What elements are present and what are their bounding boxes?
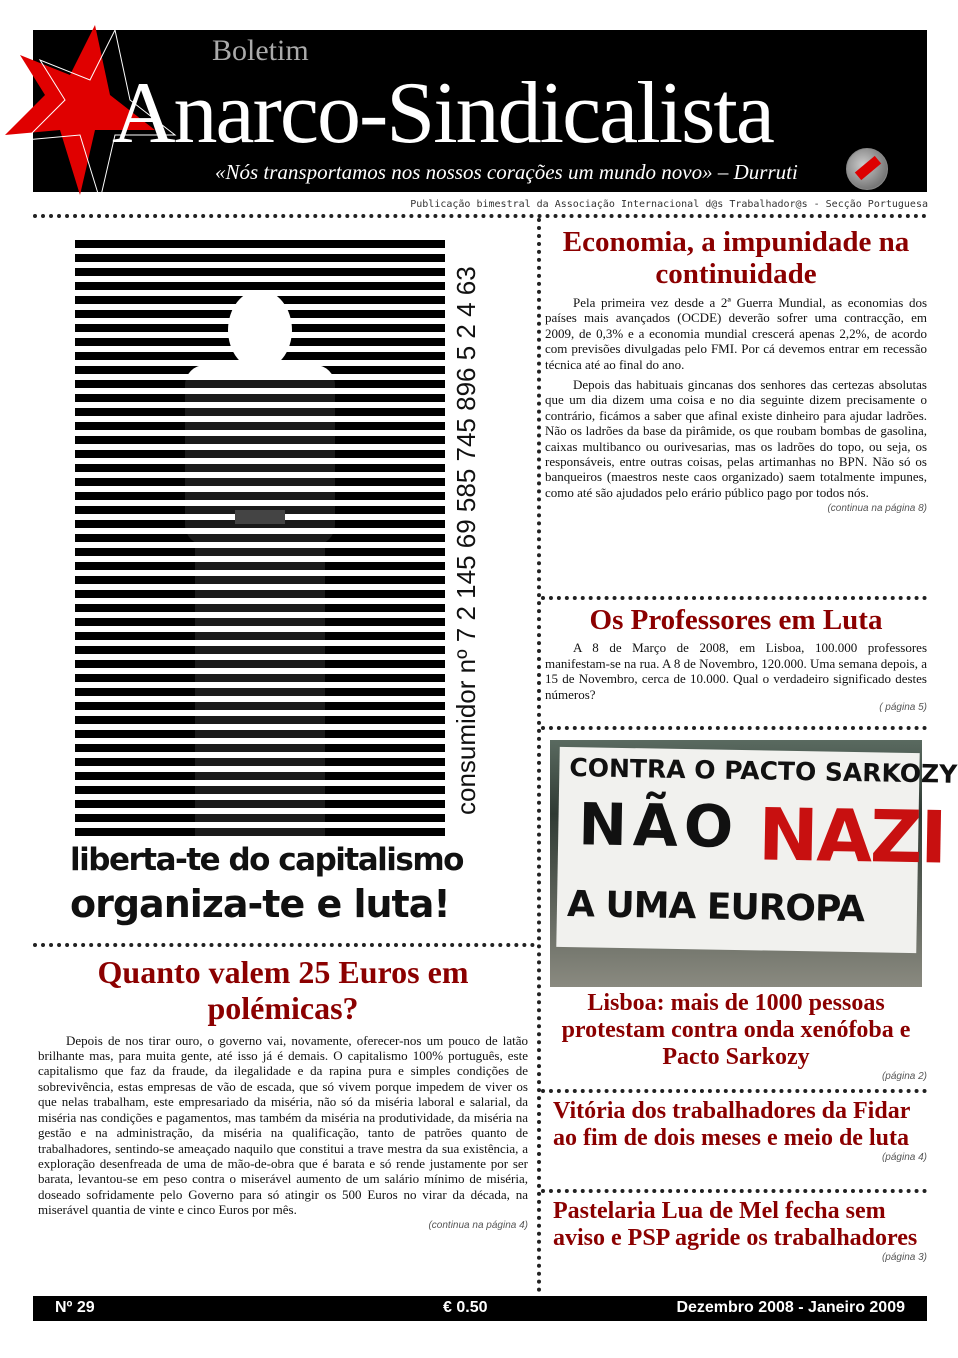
article-title: Lisboa: mais de 1000 pessoas protestam contra onda xenófoba e Pacto Sarkozy xyxy=(561,990,911,1070)
article-lisboa xyxy=(545,990,927,1083)
article-paragraph: Depois de nos tirar ouro, o governo vai, novamente, oferecer-nos um pouco de latão brilhante mas, para muita gente, até isso já é demais. O capitalismo 100% português, este capitalismo que faz da fraude, da ilegalidade e da rapina pura e simples condições de sobrevivência, estas empresas de vão de escada, que só vivem porque impedem de viver os que nelas trabalham, este empresariado da miséria, não só da miséria laboral e salarial, da miséria nas condições e pagamentos, mas também da miséria na produtividade, da miséria na gestão e na administração, da miséria na qualificação, tanto de patrões quanto de trabalhadores, sentindo-se ameaçado naquilo que constitui a trave mestra da sua existência, a exploração desenfreada de uma de mão-de-obra que é barata e só rende justamente por ser barata, levantou-se em peso contra o miserável aumento de um salário mínimo de miséria, doseado sofridamente pelo Governo para só atingir os 500 Euros no virar da década, na miserável quantia de vinte e cinco Euros por mês. xyxy=(38,1032,528,1218)
divider xyxy=(33,214,927,218)
protest-banner xyxy=(556,747,958,953)
article-paragraph: Pela primeira vez desde a 2ª Guerra Mundial, as economias dos países mais avançados (OCDE) deverão sofrer uma contracção, em 2009, de 0,3% e a economia mundial crescerá apenas 2,2%, de acordo com previsões divulgadas pelo FMI. Por cá devemos entrar em recessão técnica até ao final do ano. xyxy=(545,294,927,372)
article-euros xyxy=(38,955,528,1232)
continue-link[interactable]: (continua na página 4) xyxy=(428,1219,528,1231)
continue-link[interactable]: ( página 5) xyxy=(879,702,927,714)
continue-link[interactable]: (continua na página 8) xyxy=(827,503,927,515)
article-paragraph: A 8 de Março de 2008, em Lisboa, 100.000 professores manifestam-se na rua. A 8 de Novembro, 120.000. Uma semana depois, a 15 de Novembro, cerca de 10.000. Qual o verdadeiro significado destes números? xyxy=(545,640,927,702)
barcode-prisoner-illustration xyxy=(75,240,505,840)
continue-link[interactable]: (página 2) xyxy=(881,1070,927,1082)
article-professores xyxy=(545,604,927,714)
banner-text: A UMA EUROPA xyxy=(566,884,865,931)
footer-bar xyxy=(33,1296,927,1321)
article-title: Quanto valem 25 Euros em polémicas? xyxy=(97,954,469,1026)
banner-text: CONTRA O PACTO SARKOZY xyxy=(569,753,958,789)
price: € 0.50 xyxy=(443,1299,488,1316)
banner-text: NAZI xyxy=(757,792,946,880)
divider xyxy=(541,726,927,730)
article-economia xyxy=(545,226,927,515)
masthead-pretitle: Boletim xyxy=(212,34,309,67)
continue-link[interactable]: (página 4) xyxy=(881,1151,927,1163)
slogan-line-1: liberta-te do capitalismo xyxy=(70,842,463,878)
masthead-title: Anarco-Sindicalista xyxy=(112,65,773,162)
divider xyxy=(33,943,535,947)
issue-date: Dezembro 2008 - Janeiro 2009 xyxy=(676,1299,905,1316)
continue-link[interactable]: (página 3) xyxy=(881,1251,927,1263)
article-pastelaria xyxy=(553,1198,927,1264)
slogan-line-2: organiza-te e luta! xyxy=(70,882,450,926)
article-fidar xyxy=(553,1098,927,1164)
article-title: Pastelaria Lua de Mel fecha sem aviso e PSP agride os trabalhadores xyxy=(553,1198,918,1251)
issue-number: Nº 29 xyxy=(55,1299,95,1316)
article-title: Os Professores em Luta xyxy=(589,604,883,636)
divider xyxy=(541,1189,927,1193)
divider xyxy=(541,1089,927,1093)
barcode-number: consumidor nº 7 2 145 69 585 745 896 5 2 4 63 xyxy=(451,266,481,815)
article-title: Economia, a impunidade na continuidade xyxy=(562,226,910,291)
divider xyxy=(541,596,927,600)
globe-logo-icon xyxy=(846,148,888,190)
banner-text: NÃO xyxy=(577,790,740,862)
article-paragraph: Depois das habituais gincanas dos senhores das certezas absolutas que um dia dizem uma coisa e no dia seguinte dizem precisamente o contrário, ficámos a saber que afinal existe dinheiro para ajudar ladrões. Não os ladrões da base da pirâmide, os que roubam bombas de gasolina, caixas multibanco ou ourivesarias, mas os ladrões do topo, ou seja, os responsáveis, entre outras coisas, pelas artimanhas no BPN. Não só os banqueiros (maestros neste caos organizado) saem totalmente impunes, como até são ajudados pelo erário público pago por todos nós. xyxy=(545,376,927,500)
protest-photo xyxy=(550,740,958,987)
publisher-line: Publicação bimestral da Associação Internacional d@s Trabalhador@s - Secção Portuguesa xyxy=(410,199,928,210)
column-divider xyxy=(537,218,541,1293)
masthead-motto: «Nós transportamos nos nossos corações um mundo novo» – Durruti xyxy=(215,160,798,184)
article-title: Vitória dos trabalhadores da Fidar ao fim de dois meses e meio de luta xyxy=(553,1098,910,1151)
